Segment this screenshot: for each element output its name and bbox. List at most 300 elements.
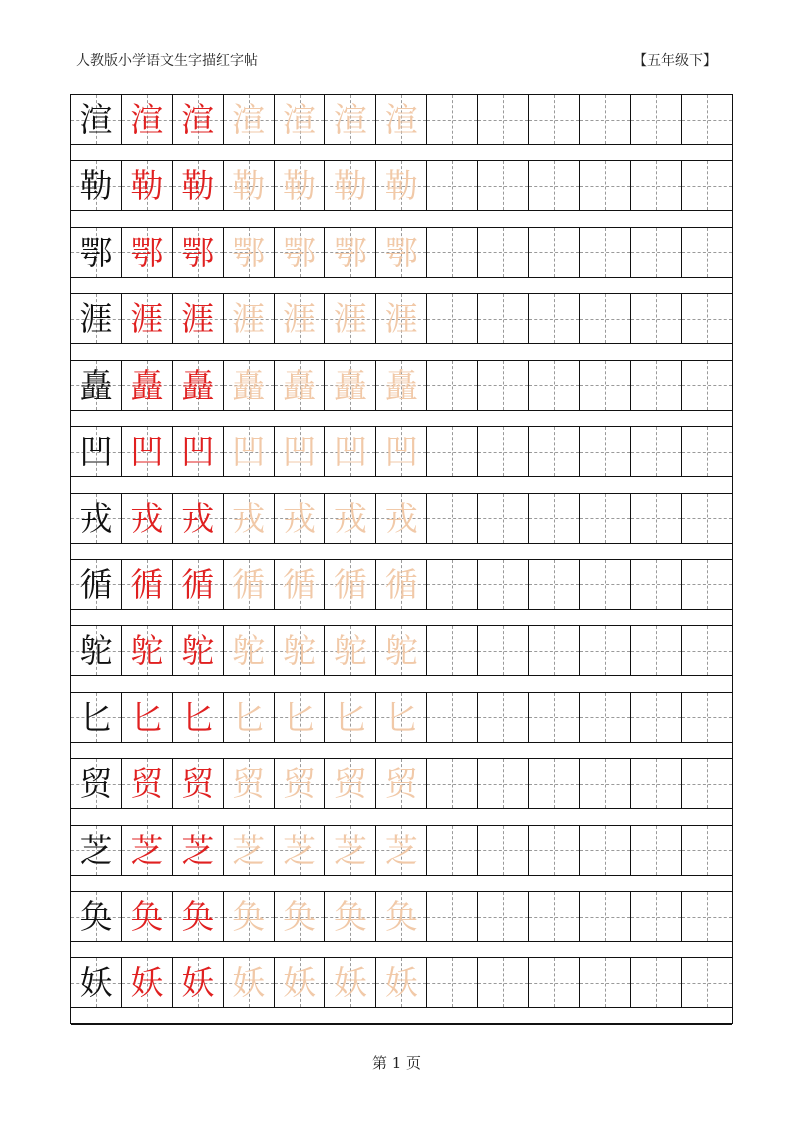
character-row	[71, 494, 732, 560]
model-character-cell	[71, 427, 122, 476]
red-example-cell	[173, 427, 224, 476]
blank-practice-cell	[682, 759, 732, 808]
blank-practice-cell	[682, 161, 732, 210]
tracing-character: 匕	[232, 697, 266, 737]
blank-practice-cell	[427, 294, 478, 343]
red-example-character: 涯	[181, 299, 215, 339]
red-example-character: 渲	[181, 100, 215, 139]
tracing-character: 芝	[283, 830, 316, 870]
blank-practice-cell	[478, 494, 529, 543]
row-spacer	[71, 477, 732, 493]
blank-practice-cell	[478, 826, 529, 875]
blank-practice-cell	[631, 626, 682, 675]
tracing-character: 鄂	[283, 232, 316, 272]
red-example-character: 芝	[130, 830, 164, 870]
writing-row	[71, 161, 732, 211]
writing-row	[71, 427, 732, 477]
red-example-cell	[122, 361, 173, 410]
red-example-cell	[173, 294, 224, 343]
tracing-cell	[275, 892, 326, 941]
red-example-cell	[173, 958, 224, 1007]
tracing-cell	[224, 161, 275, 210]
tracing-character: 妖	[384, 963, 418, 1003]
blank-practice-cell	[682, 228, 732, 277]
row-spacer	[71, 344, 732, 360]
tracing-character: 妖	[283, 963, 316, 1003]
red-example-cell	[122, 958, 173, 1007]
character-row	[71, 958, 732, 1024]
blank-practice-cell	[631, 693, 682, 742]
tracing-cell	[275, 228, 326, 277]
red-example-cell	[173, 826, 224, 875]
red-example-character: 凹	[130, 432, 164, 472]
red-example-cell	[173, 95, 224, 144]
blank-practice-cell	[478, 161, 529, 210]
tracing-character: 戎	[232, 498, 266, 538]
tracing-cell	[376, 294, 427, 343]
tracing-cell	[376, 759, 427, 808]
tracing-character: 芝	[384, 830, 418, 870]
blank-practice-cell	[580, 228, 631, 277]
writing-row	[71, 693, 732, 743]
model-character-cell	[71, 826, 122, 875]
blank-practice-cell	[631, 294, 682, 343]
blank-practice-cell	[529, 95, 580, 144]
tracing-character: 贸	[384, 764, 418, 804]
blank-practice-cell	[478, 693, 529, 742]
tracing-cell	[325, 759, 376, 808]
red-example-character: 渲	[130, 100, 164, 139]
row-spacer	[71, 743, 732, 759]
tracing-cell	[224, 95, 275, 144]
blank-practice-cell	[580, 759, 631, 808]
red-example-cell	[122, 759, 173, 808]
blank-practice-cell	[529, 361, 580, 410]
red-example-character: 匕	[130, 697, 164, 737]
blank-practice-cell	[580, 161, 631, 210]
model-character: 贸	[79, 764, 113, 804]
writing-row	[71, 95, 732, 145]
red-example-cell	[122, 228, 173, 277]
tracing-cell	[275, 759, 326, 808]
blank-practice-cell	[529, 626, 580, 675]
red-example-character: 妖	[181, 963, 215, 1003]
row-spacer	[71, 211, 732, 227]
tracing-cell	[325, 294, 376, 343]
model-character: 妖	[79, 963, 113, 1003]
tracing-character: 芝	[232, 830, 266, 870]
blank-practice-cell	[478, 759, 529, 808]
model-character: 勒	[79, 166, 113, 206]
tracing-cell	[325, 958, 376, 1007]
character-row	[71, 294, 732, 360]
row-spacer	[71, 278, 732, 294]
blank-practice-cell	[682, 427, 732, 476]
model-character-cell	[71, 560, 122, 609]
red-example-cell	[173, 161, 224, 210]
red-example-character: 涯	[130, 299, 164, 339]
blank-practice-cell	[478, 427, 529, 476]
red-example-cell	[173, 494, 224, 543]
writing-row	[71, 759, 732, 809]
red-example-cell	[122, 626, 173, 675]
blank-practice-cell	[682, 494, 732, 543]
character-row	[71, 427, 732, 493]
tracing-character: 勒	[283, 166, 316, 206]
tracing-character: 涯	[333, 299, 367, 339]
tracing-cell	[325, 560, 376, 609]
tracing-character: 贸	[333, 764, 367, 804]
writing-row	[71, 958, 732, 1008]
row-spacer	[71, 145, 732, 161]
blank-practice-cell	[427, 427, 478, 476]
tracing-cell	[224, 494, 275, 543]
tracing-character: 渲	[333, 100, 367, 139]
model-character: 鸵	[79, 631, 113, 671]
model-character-cell	[71, 161, 122, 210]
red-example-cell	[122, 892, 173, 941]
model-character: 凹	[79, 432, 113, 472]
tracing-character: 涯	[232, 299, 266, 339]
tracing-character: 勒	[384, 166, 418, 206]
blank-practice-cell	[580, 294, 631, 343]
tracing-character: 鄂	[384, 232, 418, 272]
tracing-cell	[224, 693, 275, 742]
tracing-cell	[224, 626, 275, 675]
writing-row	[71, 892, 732, 942]
tracing-character: 鸵	[232, 631, 266, 671]
tracing-cell	[376, 361, 427, 410]
tracing-character: 匕	[333, 697, 367, 737]
tracing-cell	[325, 228, 376, 277]
tracing-character: 渲	[232, 100, 266, 139]
tracing-cell	[224, 958, 275, 1007]
blank-practice-cell	[580, 95, 631, 144]
tracing-cell	[275, 427, 326, 476]
tracing-cell	[376, 228, 427, 277]
tracing-character: 奂	[283, 897, 316, 937]
blank-practice-cell	[427, 161, 478, 210]
blank-practice-cell	[529, 560, 580, 609]
writing-row	[71, 228, 732, 278]
blank-practice-cell	[529, 427, 580, 476]
tracing-cell	[376, 161, 427, 210]
character-row	[71, 626, 732, 692]
model-character: 戎	[79, 498, 113, 538]
blank-practice-cell	[682, 560, 732, 609]
blank-practice-cell	[682, 958, 732, 1007]
red-example-character: 匕	[181, 697, 215, 737]
character-row	[71, 228, 732, 294]
tracing-cell	[275, 560, 326, 609]
tracing-character: 凹	[384, 432, 418, 472]
tracing-cell	[275, 361, 326, 410]
tracing-cell	[376, 494, 427, 543]
red-example-cell	[173, 361, 224, 410]
blank-practice-cell	[529, 826, 580, 875]
blank-practice-cell	[478, 228, 529, 277]
row-spacer	[71, 809, 732, 825]
red-example-cell	[122, 560, 173, 609]
row-spacer	[71, 676, 732, 692]
red-example-character: 鄂	[181, 232, 215, 272]
tracing-cell	[325, 626, 376, 675]
model-character-cell	[71, 759, 122, 808]
tracing-character: 涯	[384, 299, 418, 339]
tracing-cell	[224, 759, 275, 808]
blank-practice-cell	[427, 826, 478, 875]
tracing-cell	[275, 161, 326, 210]
tracing-cell	[325, 494, 376, 543]
tracing-cell	[275, 294, 326, 343]
red-example-cell	[122, 95, 173, 144]
blank-practice-cell	[580, 693, 631, 742]
blank-practice-cell	[427, 95, 478, 144]
blank-practice-cell	[529, 693, 580, 742]
blank-practice-cell	[682, 826, 732, 875]
writing-row	[71, 361, 732, 411]
tracing-character: 矗	[333, 365, 367, 405]
model-character: 鄂	[79, 232, 113, 272]
model-character: 循	[79, 564, 113, 604]
tracing-cell	[275, 494, 326, 543]
tracing-character: 贸	[283, 764, 316, 804]
red-example-character: 奂	[130, 897, 164, 937]
blank-practice-cell	[529, 958, 580, 1007]
row-spacer	[71, 411, 732, 427]
blank-practice-cell	[631, 560, 682, 609]
tracing-character: 渲	[283, 100, 316, 139]
blank-practice-cell	[580, 958, 631, 1007]
tracing-cell	[224, 228, 275, 277]
blank-practice-cell	[580, 626, 631, 675]
tracing-cell	[325, 826, 376, 875]
blank-practice-cell	[580, 361, 631, 410]
writing-row	[71, 294, 732, 344]
tracing-cell	[376, 826, 427, 875]
blank-practice-cell	[631, 95, 682, 144]
blank-practice-cell	[478, 361, 529, 410]
tracing-character: 戎	[384, 498, 418, 538]
tracing-cell	[325, 361, 376, 410]
red-example-character: 勒	[130, 166, 164, 206]
blank-practice-cell	[580, 427, 631, 476]
tracing-cell	[224, 427, 275, 476]
red-example-character: 戎	[181, 498, 215, 538]
tracing-character: 循	[333, 564, 367, 604]
red-example-character: 鸵	[181, 631, 215, 671]
row-spacer	[71, 610, 732, 626]
tracing-character: 匕	[283, 697, 316, 737]
worksheet-title: 人教版小学语文生字描红字帖	[76, 53, 258, 69]
red-example-cell	[173, 228, 224, 277]
character-row	[71, 361, 732, 427]
tracing-character: 循	[232, 564, 266, 604]
tracing-cell	[376, 892, 427, 941]
tracing-character: 鸵	[283, 631, 316, 671]
tracing-character: 鄂	[333, 232, 367, 272]
character-row	[71, 892, 732, 958]
blank-practice-cell	[631, 759, 682, 808]
model-character-cell	[71, 228, 122, 277]
red-example-cell	[122, 161, 173, 210]
blank-practice-cell	[529, 161, 580, 210]
tracing-cell	[376, 560, 427, 609]
tracing-cell	[275, 626, 326, 675]
red-example-character: 鄂	[130, 232, 164, 272]
tracing-cell	[275, 826, 326, 875]
red-example-character: 循	[181, 564, 215, 604]
tracing-character: 循	[384, 564, 418, 604]
blank-practice-cell	[682, 626, 732, 675]
row-spacer	[71, 942, 732, 958]
tracing-character: 凹	[283, 432, 316, 472]
model-character-cell	[71, 626, 122, 675]
tracing-character: 凹	[333, 432, 367, 472]
model-character-cell	[71, 494, 122, 543]
blank-practice-cell	[427, 626, 478, 675]
blank-practice-cell	[529, 228, 580, 277]
tracing-character: 循	[283, 564, 316, 604]
tracing-cell	[224, 560, 275, 609]
page-number: 第 1 页	[371, 1054, 422, 1072]
blank-practice-cell	[631, 427, 682, 476]
blank-practice-cell	[580, 892, 631, 941]
red-example-cell	[173, 759, 224, 808]
row-spacer	[71, 544, 732, 560]
blank-practice-cell	[427, 958, 478, 1007]
model-character-cell	[71, 361, 122, 410]
tracing-character: 矗	[384, 365, 418, 405]
tracing-cell	[325, 161, 376, 210]
tracing-cell	[376, 626, 427, 675]
model-character-cell	[71, 958, 122, 1007]
tracing-character: 矗	[283, 365, 316, 405]
red-example-cell	[173, 693, 224, 742]
red-example-character: 妖	[130, 963, 164, 1003]
tracing-character: 戎	[283, 498, 316, 538]
tracing-character: 勒	[232, 166, 266, 206]
tracing-character: 鸵	[384, 631, 418, 671]
character-row	[71, 693, 732, 759]
practice-grid	[70, 94, 733, 1024]
tracing-character: 矗	[232, 365, 266, 405]
blank-practice-cell	[631, 228, 682, 277]
row-spacer	[71, 1008, 732, 1024]
character-row	[71, 826, 732, 892]
character-row	[71, 759, 732, 825]
blank-practice-cell	[427, 494, 478, 543]
blank-practice-cell	[478, 958, 529, 1007]
model-character-cell	[71, 693, 122, 742]
blank-practice-cell	[580, 826, 631, 875]
tracing-character: 渲	[384, 100, 418, 139]
red-example-cell	[122, 294, 173, 343]
tracing-character: 奂	[384, 897, 418, 937]
tracing-cell	[224, 294, 275, 343]
tracing-cell	[325, 95, 376, 144]
red-example-character: 矗	[130, 365, 164, 405]
red-example-cell	[173, 892, 224, 941]
blank-practice-cell	[682, 294, 732, 343]
blank-practice-cell	[478, 560, 529, 609]
tracing-character: 妖	[333, 963, 367, 1003]
red-example-cell	[173, 560, 224, 609]
blank-practice-cell	[478, 892, 529, 941]
red-example-cell	[173, 626, 224, 675]
writing-row	[71, 560, 732, 610]
red-example-character: 鸵	[130, 631, 164, 671]
red-example-character: 勒	[181, 166, 215, 206]
tracing-cell	[376, 427, 427, 476]
model-character: 奂	[79, 897, 113, 937]
tracing-cell	[376, 95, 427, 144]
blank-practice-cell	[631, 161, 682, 210]
writing-row	[71, 826, 732, 876]
blank-practice-cell	[682, 892, 732, 941]
tracing-cell	[376, 958, 427, 1007]
model-character-cell	[71, 95, 122, 144]
tracing-character: 妖	[232, 963, 266, 1003]
blank-practice-cell	[427, 759, 478, 808]
model-character-cell	[71, 294, 122, 343]
tracing-character: 奂	[333, 897, 367, 937]
tracing-cell	[376, 693, 427, 742]
grade-label: 【五年级下】	[633, 53, 717, 69]
tracing-cell	[325, 892, 376, 941]
blank-practice-cell	[478, 626, 529, 675]
character-row	[71, 560, 732, 626]
blank-practice-cell	[529, 294, 580, 343]
tracing-cell	[275, 958, 326, 1007]
model-character: 芝	[79, 830, 113, 870]
tracing-character: 匕	[384, 697, 418, 737]
character-row	[71, 95, 732, 161]
blank-practice-cell	[631, 494, 682, 543]
tracing-cell	[275, 693, 326, 742]
blank-practice-cell	[529, 892, 580, 941]
blank-practice-cell	[580, 494, 631, 543]
blank-practice-cell	[427, 560, 478, 609]
tracing-character: 鸵	[333, 631, 367, 671]
blank-practice-cell	[580, 560, 631, 609]
red-example-cell	[122, 494, 173, 543]
model-character: 渲	[79, 100, 113, 139]
writing-row	[71, 626, 732, 676]
blank-practice-cell	[529, 494, 580, 543]
red-example-character: 矗	[181, 365, 215, 405]
model-character: 涯	[79, 299, 113, 339]
red-example-character: 芝	[181, 830, 215, 870]
tracing-character: 勒	[333, 166, 367, 206]
blank-practice-cell	[529, 759, 580, 808]
tracing-cell	[275, 95, 326, 144]
red-example-cell	[122, 693, 173, 742]
tracing-cell	[325, 693, 376, 742]
blank-practice-cell	[631, 361, 682, 410]
blank-practice-cell	[478, 294, 529, 343]
red-example-character: 循	[130, 564, 164, 604]
row-spacer	[71, 876, 732, 892]
blank-practice-cell	[682, 361, 732, 410]
red-example-character: 奂	[181, 897, 215, 937]
writing-row	[71, 494, 732, 544]
character-row	[71, 161, 732, 227]
blank-practice-cell	[427, 361, 478, 410]
tracing-character: 涯	[283, 299, 316, 339]
blank-practice-cell	[631, 958, 682, 1007]
red-example-character: 贸	[181, 764, 215, 804]
